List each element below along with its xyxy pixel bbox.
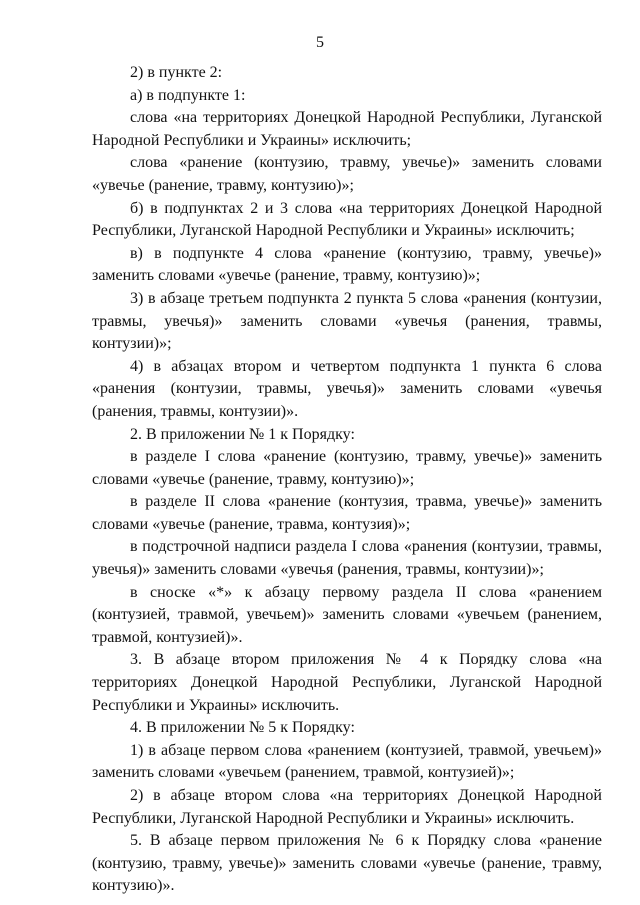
paragraph: а) в подпункте 1: [130, 86, 246, 104]
paragraph: 3. В абзаце втором приложения № 4 к Порядку слова «на территориях Донецкой Народной Республики, Луганской Народной Республики и Украины» исключить. [92, 651, 602, 714]
paragraph: слова «ранение (контузию, травму, увечье)» заменить словами «увечье (ранение, травму, контузию)»; [92, 154, 602, 194]
paragraph: в подстрочной надписи раздела I слова «ранения (контузии, травмы, увечья)» заменить словами «увечья (ранения, травмы, контузии)»; [92, 538, 602, 579]
paragraph: 2) в абзаце втором слова «на территориях Донецкой Народной Республики, Луганской Народной Республики и Украины» исключить. [92, 787, 602, 827]
paragraph: в разделе I слова «ранение (контузию, травму, увечье)» заменить словами «увечье (ранение, травму, контузию)»; [92, 448, 602, 488]
paragraph: 2. В приложении № 1 к Порядку: [130, 425, 355, 443]
document-body [92, 62, 602, 898]
paragraph: 2) в пункте 2: [130, 64, 223, 81]
paragraph: 4. В приложении № 5 к Порядку: [130, 719, 355, 737]
paragraph: 1) в абзаце первом слова «ранением (контузией, травмой, увечьем)» заменить словами «увечьем (ранением, травмой, контузией)»; [92, 741, 602, 782]
page-number: 5 [316, 34, 324, 51]
paragraph: в сноске «*» к абзацу первому раздела II слова «ранением (контузией, травмой, увечьем)» заменить словами «увечьем (ранением, травмой, контузией)». [92, 583, 602, 646]
paragraph: 4) в абзацах втором и четвертом подпункта 1 пункта 6 слова «ранения (контузии, травмы, увечья)» заменить словами «увечья (ранения, травмы, контузии)». [92, 357, 602, 420]
paragraph: в) в подпункте 4 слова «ранение (контузию, травму, увечье)» заменить словами «увечье (ранение, травму, контузию)»; [92, 244, 602, 285]
paragraph: 3) в абзаце третьем подпункта 2 пункта 5 слова «ранения (контузии, травмы, увечья)» заменить словами «увечья (ранения, травмы, контузии)»; [92, 289, 602, 353]
paragraph: слова «на территориях Донецкой Народной Республики, Луганской Народной Республики и Украины» исключить; [92, 109, 602, 149]
paragraph: в разделе II слова «ранение (контузия, травма, увечье)» заменить словами «увечье (ранение, травма, контузия)»; [92, 493, 602, 533]
paragraph: 5. В абзаце первом приложения № 6 к Порядку слова «ранение (контузию, травму, увечье)» заменить словами «увечье (ранение, травму, контузию)». [92, 832, 602, 895]
paragraph: б) в подпунктах 2 и 3 слова «на территориях Донецкой Народной Республики, Луганской Народной Республики и Украины» исключить; [92, 199, 602, 240]
